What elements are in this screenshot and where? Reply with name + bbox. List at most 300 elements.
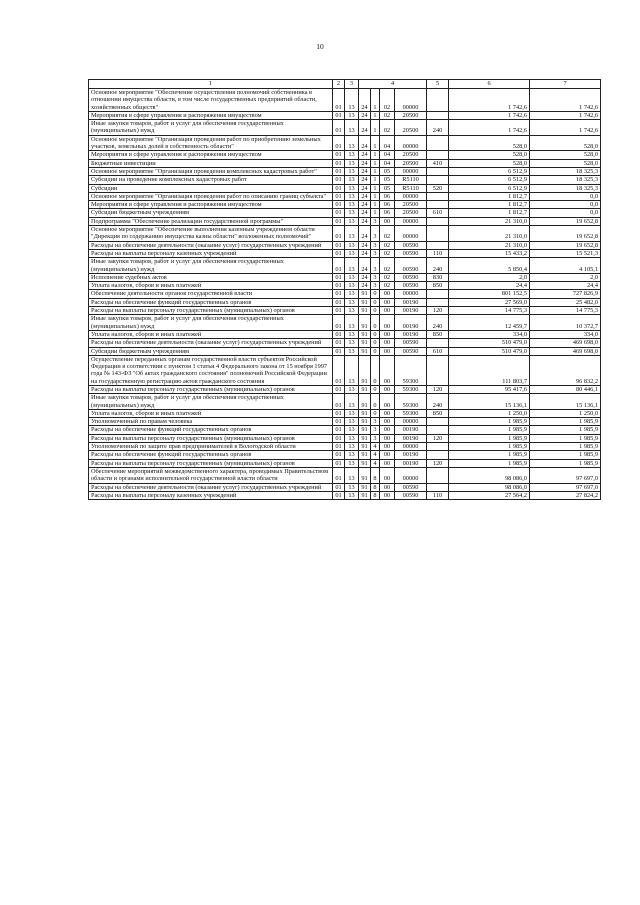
expense-type <box>427 339 449 347</box>
expense-type: 240 <box>427 258 449 274</box>
expense-type: 520 <box>427 184 449 192</box>
direction-code: 59300 <box>395 394 427 410</box>
subprogram-code: 0 <box>371 330 380 338</box>
event-code: 02 <box>380 89 395 112</box>
table-row <box>89 201 601 209</box>
table-row <box>89 282 601 290</box>
subsection-code: 13 <box>345 120 359 136</box>
expense-type: 830 <box>427 273 449 281</box>
table-row <box>89 467 601 483</box>
program-code: 24 <box>359 111 371 119</box>
subprogram-code: 0 <box>371 394 380 410</box>
row-name: Субсидии <box>89 184 333 192</box>
amount-year-1: 1 742,6 <box>449 89 530 112</box>
event-code: 00 <box>380 443 395 451</box>
section-code: 01 <box>333 290 345 298</box>
subprogram-code: 0 <box>371 298 380 306</box>
row-name: Субсидии на проведение комплексных кадастровых работ <box>89 176 333 184</box>
direction-code: 00190 <box>395 459 427 467</box>
row-name: Уплата налогов, сборов и иных платежей <box>89 330 333 338</box>
row-name: Расходы на обеспечение функций государственных органов <box>89 451 333 459</box>
program-code: 24 <box>359 282 371 290</box>
event-code: 06 <box>380 192 395 200</box>
direction-code: 00190 <box>395 330 427 338</box>
row-name: Обеспечение мероприятий межведомственного характера, проводимых Правительством области и органами исполнительной государственной власти области <box>89 467 333 483</box>
direction-code: 00000 <box>395 290 427 298</box>
event-code: 02 <box>380 282 395 290</box>
table-row <box>89 167 601 175</box>
row-name: Субсидии бюджетным учреждениям <box>89 209 333 217</box>
subsection-code: 13 <box>345 347 359 355</box>
subsection-code: 13 <box>345 273 359 281</box>
direction-code: 20500 <box>395 151 427 159</box>
direction-code: 00000 <box>395 418 427 426</box>
row-name: Исполнение судебных актов <box>89 273 333 281</box>
expense-type <box>427 167 449 175</box>
row-name: Расходы на выплаты персоналу государственных (муниципальных) органов <box>89 459 333 467</box>
event-code: 00 <box>380 434 395 442</box>
amount-year-2: 18 325,3 <box>530 184 601 192</box>
amount-year-1: 1 985,9 <box>449 451 530 459</box>
expense-type <box>427 298 449 306</box>
expense-type: 850 <box>427 330 449 338</box>
expense-type: 110 <box>427 249 449 257</box>
direction-code: 20500 <box>395 201 427 209</box>
table-row <box>89 290 601 298</box>
subsection-code: 13 <box>345 491 359 499</box>
amount-year-2: 1 742,6 <box>530 120 601 136</box>
subsection-code: 13 <box>345 483 359 491</box>
section-code: 01 <box>333 459 345 467</box>
event-code: 04 <box>380 151 395 159</box>
header-cell: 3 <box>345 80 359 89</box>
amount-year-1: 1 985,9 <box>449 418 530 426</box>
program-code: 91 <box>359 409 371 417</box>
section-code: 01 <box>333 209 345 217</box>
amount-year-2: 1 742,6 <box>530 111 601 119</box>
amount-year-1: 528,0 <box>449 151 530 159</box>
subprogram-code: 1 <box>371 151 380 159</box>
section-code: 01 <box>333 226 345 242</box>
section-code: 01 <box>333 241 345 249</box>
amount-year-2: 15 521,3 <box>530 249 601 257</box>
expense-type: 120 <box>427 459 449 467</box>
event-code: 00 <box>380 315 395 331</box>
section-code: 01 <box>333 355 345 385</box>
expense-type: 240 <box>427 120 449 136</box>
section-code: 01 <box>333 434 345 442</box>
event-code: 00 <box>380 385 395 393</box>
section-code: 01 <box>333 451 345 459</box>
program-code: 91 <box>359 298 371 306</box>
event-code: 04 <box>380 135 395 151</box>
section-code: 01 <box>333 418 345 426</box>
program-code: 24 <box>359 159 371 167</box>
table-row <box>89 409 601 417</box>
row-name: Основное мероприятие "Организация проведения работ по приобретению земельных участков, земельных долей в собственность области" <box>89 135 333 151</box>
program-code: 91 <box>359 330 371 338</box>
expense-type: 610 <box>427 347 449 355</box>
section-code: 01 <box>333 315 345 331</box>
subsection-code: 13 <box>345 135 359 151</box>
row-name: Подпрограмма "Обеспечение реализации государственной программы" <box>89 217 333 225</box>
program-code: 24 <box>359 167 371 175</box>
section-code: 01 <box>333 201 345 209</box>
section-code: 01 <box>333 273 345 281</box>
amount-year-1: 1 985,9 <box>449 434 530 442</box>
direction-code: 00590 <box>395 491 427 499</box>
row-name: Иные закупки товаров, работ и услуг для обеспечения государственных (муниципальных) нужд <box>89 120 333 136</box>
subsection-code: 13 <box>345 385 359 393</box>
event-code: 00 <box>380 409 395 417</box>
subprogram-code: 1 <box>371 209 380 217</box>
program-code: 24 <box>359 217 371 225</box>
subsection-code: 13 <box>345 394 359 410</box>
amount-year-2: 1 985,9 <box>530 434 601 442</box>
expense-type <box>427 89 449 112</box>
subprogram-code: 8 <box>371 491 380 499</box>
page-number: 10 <box>316 42 324 51</box>
subprogram-code: 4 <box>371 459 380 467</box>
row-name: Осуществление переданных органам государственной власти субъектов Российской Федерации в соответствии с пунктом 1 статьи 4 Федерального закона от 15 ноября 1997 года № 143-ФЗ "Об актах гражданского состояния" полномочий Российской Федерации на государственную регистрацию актов гражданского состояния <box>89 355 333 385</box>
subprogram-code: 8 <box>371 467 380 483</box>
subprogram-code: 4 <box>371 451 380 459</box>
table-row <box>89 226 601 242</box>
amount-year-2: 19 652,8 <box>530 241 601 249</box>
row-name: Бюджетные инвестиции <box>89 159 333 167</box>
subprogram-code: 0 <box>371 307 380 315</box>
amount-year-1: 111 803,7 <box>449 355 530 385</box>
direction-code: 59300 <box>395 409 427 417</box>
row-name: Уплата налогов, сборов и иных платежей <box>89 282 333 290</box>
amount-year-1: 1 985,9 <box>449 426 530 434</box>
amount-year-2: 27 824,2 <box>530 491 601 499</box>
program-code: 91 <box>359 483 371 491</box>
section-code: 01 <box>333 120 345 136</box>
amount-year-1: 15 136,1 <box>449 394 530 410</box>
expense-type: 110 <box>427 491 449 499</box>
row-name: Основное мероприятие "Обеспечение выполнения казенным учреждением области "Дирекция по содержанию имущества казны области" возложенных полномочий" <box>89 226 333 242</box>
amount-year-2: 0,0 <box>530 209 601 217</box>
section-code: 01 <box>333 135 345 151</box>
amount-year-2: 469 698,0 <box>530 347 601 355</box>
amount-year-1: 14 775,3 <box>449 307 530 315</box>
section-code: 01 <box>333 282 345 290</box>
direction-code: 00000 <box>395 167 427 175</box>
subprogram-code: 0 <box>371 347 380 355</box>
row-name: Иные закупки товаров, работ и услуг для обеспечения государственных (муниципальных) нужд <box>89 315 333 331</box>
amount-year-2: 1 985,9 <box>530 451 601 459</box>
program-code: 91 <box>359 307 371 315</box>
expense-type <box>427 111 449 119</box>
expense-type <box>427 241 449 249</box>
subsection-code: 13 <box>345 192 359 200</box>
event-code: 02 <box>380 249 395 257</box>
expense-type <box>427 355 449 385</box>
direction-code: 00590 <box>395 273 427 281</box>
direction-code: 00190 <box>395 434 427 442</box>
subprogram-code: 3 <box>371 426 380 434</box>
program-code: 24 <box>359 135 371 151</box>
expense-type <box>427 467 449 483</box>
subsection-code: 13 <box>345 467 359 483</box>
program-code: 24 <box>359 120 371 136</box>
table-row <box>89 426 601 434</box>
expense-type: 610 <box>427 209 449 217</box>
direction-code: 00590 <box>395 483 427 491</box>
direction-code: 20500 <box>395 111 427 119</box>
budget-table <box>88 79 601 500</box>
table-row <box>89 192 601 200</box>
table-row <box>89 443 601 451</box>
program-code: 91 <box>359 290 371 298</box>
direction-code: 59300 <box>395 385 427 393</box>
program-code: 24 <box>359 89 371 112</box>
amount-year-1: 1 812,7 <box>449 209 530 217</box>
subsection-code: 13 <box>345 167 359 175</box>
table-row <box>89 347 601 355</box>
amount-year-1: 1 812,7 <box>449 201 530 209</box>
section-code: 01 <box>333 483 345 491</box>
event-code: 04 <box>380 159 395 167</box>
event-code: 02 <box>380 111 395 119</box>
amount-year-1: 528,0 <box>449 135 530 151</box>
section-code: 01 <box>333 89 345 112</box>
amount-year-1: 21 310,0 <box>449 217 530 225</box>
event-code: 00 <box>380 330 395 338</box>
direction-code: R5110 <box>395 184 427 192</box>
row-name: Субсидии бюджетным учреждениям <box>89 347 333 355</box>
table-row <box>89 330 601 338</box>
table-row <box>89 89 601 112</box>
table-row <box>89 209 601 217</box>
table-row <box>89 298 601 306</box>
header-cell: 4 <box>359 80 427 89</box>
event-code: 00 <box>380 307 395 315</box>
program-code: 91 <box>359 451 371 459</box>
event-code: 00 <box>380 491 395 499</box>
header-cell: 2 <box>333 80 345 89</box>
section-code: 01 <box>333 298 345 306</box>
direction-code: 00590 <box>395 249 427 257</box>
event-code: 05 <box>380 176 395 184</box>
amount-year-2: 14 775,3 <box>530 307 601 315</box>
table-row <box>89 176 601 184</box>
event-code: 02 <box>380 120 395 136</box>
subprogram-code: 3 <box>371 241 380 249</box>
expense-type <box>427 451 449 459</box>
row-name: Расходы на обеспечение деятельности (оказание услуг) государственных учреждений <box>89 339 333 347</box>
row-name: Расходы на обеспечение деятельности (оказание услуг) государственных учреждений <box>89 483 333 491</box>
section-code: 01 <box>333 491 345 499</box>
event-code: 06 <box>380 201 395 209</box>
row-name: Обеспечение деятельности органов государственной власти <box>89 290 333 298</box>
subsection-code: 13 <box>345 330 359 338</box>
program-code: 91 <box>359 459 371 467</box>
subprogram-code: 3 <box>371 273 380 281</box>
direction-code: 20500 <box>395 159 427 167</box>
row-name: Основное мероприятие "Организация проведения работ по описанию границ субъекта" <box>89 192 333 200</box>
subsection-code: 13 <box>345 201 359 209</box>
program-code: 24 <box>359 201 371 209</box>
subprogram-code: 3 <box>371 249 380 257</box>
subsection-code: 13 <box>345 409 359 417</box>
header-cell: 5 <box>427 80 449 89</box>
expense-type <box>427 418 449 426</box>
expense-type <box>427 217 449 225</box>
amount-year-2: 18 325,3 <box>530 167 601 175</box>
amount-year-1: 24,4 <box>449 282 530 290</box>
section-code: 01 <box>333 159 345 167</box>
amount-year-2: 97 697,0 <box>530 483 601 491</box>
amount-year-2: 4 105,1 <box>530 258 601 274</box>
subsection-code: 13 <box>345 290 359 298</box>
direction-code: 00190 <box>395 315 427 331</box>
amount-year-1: 6 512,9 <box>449 184 530 192</box>
row-name: Основное мероприятие "Организация проведения комплексных кадастровых работ" <box>89 167 333 175</box>
subsection-code: 13 <box>345 111 359 119</box>
section-code: 01 <box>333 151 345 159</box>
header-cell: 7 <box>530 80 601 89</box>
row-name: Иные закупки товаров, работ и услуг для обеспечения государственных (муниципальных) нужд <box>89 258 333 274</box>
subsection-code: 13 <box>345 258 359 274</box>
event-code: 02 <box>380 226 395 242</box>
row-name: Расходы на обеспечение функций государственных органов <box>89 426 333 434</box>
amount-year-2: 1 250,0 <box>530 409 601 417</box>
table-row <box>89 483 601 491</box>
expense-type <box>427 135 449 151</box>
section-code: 01 <box>333 167 345 175</box>
subsection-code: 13 <box>345 217 359 225</box>
event-code: 00 <box>380 217 395 225</box>
table-row <box>89 159 601 167</box>
subprogram-code: 1 <box>371 111 380 119</box>
subprogram-code: 1 <box>371 184 380 192</box>
event-code: 02 <box>380 273 395 281</box>
expense-type: 410 <box>427 159 449 167</box>
subprogram-code: 0 <box>371 315 380 331</box>
section-code: 01 <box>333 192 345 200</box>
direction-code: 00190 <box>395 426 427 434</box>
table-row <box>89 385 601 393</box>
section-code: 01 <box>333 347 345 355</box>
subprogram-code: 3 <box>371 217 380 225</box>
subprogram-code: 1 <box>371 167 380 175</box>
table-row <box>89 451 601 459</box>
table-row <box>89 249 601 257</box>
expense-type <box>427 290 449 298</box>
program-code: 91 <box>359 467 371 483</box>
table-row <box>89 355 601 385</box>
amount-year-2: 727 826,9 <box>530 290 601 298</box>
subprogram-code: 1 <box>371 201 380 209</box>
program-code: 24 <box>359 192 371 200</box>
amount-year-2: 96 832,2 <box>530 355 601 385</box>
amount-year-1: 1 742,6 <box>449 120 530 136</box>
row-name: Расходы на выплаты персоналу казенных учреждений <box>89 249 333 257</box>
amount-year-2: 25 482,0 <box>530 298 601 306</box>
section-code: 01 <box>333 385 345 393</box>
subsection-code: 13 <box>345 241 359 249</box>
subsection-code: 13 <box>345 307 359 315</box>
program-code: 24 <box>359 176 371 184</box>
expense-type <box>427 226 449 242</box>
program-code: 24 <box>359 273 371 281</box>
table-row <box>89 315 601 331</box>
amount-year-1: 2,0 <box>449 273 530 281</box>
subsection-code: 13 <box>345 184 359 192</box>
amount-year-2: 528,0 <box>530 159 601 167</box>
program-code: 24 <box>359 241 371 249</box>
expense-type <box>427 443 449 451</box>
amount-year-2: 1 985,9 <box>530 426 601 434</box>
event-code: 00 <box>380 426 395 434</box>
amount-year-1: 6 512,9 <box>449 176 530 184</box>
event-code: 06 <box>380 209 395 217</box>
subsection-code: 13 <box>345 418 359 426</box>
table-row <box>89 459 601 467</box>
event-code: 05 <box>380 167 395 175</box>
header-row <box>89 80 601 89</box>
direction-code: 00000 <box>395 217 427 225</box>
table-row <box>89 120 601 136</box>
amount-year-2: 97 697,0 <box>530 467 601 483</box>
direction-code: 00000 <box>395 135 427 151</box>
amount-year-1: 5 850,4 <box>449 258 530 274</box>
direction-code: 00000 <box>395 226 427 242</box>
program-code: 91 <box>359 385 371 393</box>
event-code: 00 <box>380 483 395 491</box>
section-code: 01 <box>333 111 345 119</box>
subsection-code: 13 <box>345 459 359 467</box>
amount-year-1: 15 433,2 <box>449 249 530 257</box>
direction-code: 20500 <box>395 120 427 136</box>
program-code: 91 <box>359 315 371 331</box>
event-code: 00 <box>380 459 395 467</box>
direction-code: R5110 <box>395 176 427 184</box>
row-name: Расходы на выплаты персоналу государственных (муниципальных) органов <box>89 434 333 442</box>
expense-type <box>427 176 449 184</box>
table-body <box>89 89 601 500</box>
amount-year-1: 334,0 <box>449 330 530 338</box>
subprogram-code: 1 <box>371 176 380 184</box>
amount-year-1: 98 086,0 <box>449 483 530 491</box>
subsection-code: 13 <box>345 339 359 347</box>
subprogram-code: 1 <box>371 135 380 151</box>
section-code: 01 <box>333 443 345 451</box>
header-cell: 6 <box>449 80 530 89</box>
row-name: Расходы на выплаты персоналу государственных (муниципальных) органов <box>89 385 333 393</box>
section-code: 01 <box>333 330 345 338</box>
expense-type: 240 <box>427 394 449 410</box>
amount-year-2: 18 325,3 <box>530 176 601 184</box>
amount-year-1: 1 985,9 <box>449 443 530 451</box>
table-row <box>89 258 601 274</box>
subsection-code: 13 <box>345 315 359 331</box>
event-code: 00 <box>380 339 395 347</box>
subprogram-code: 0 <box>371 290 380 298</box>
amount-year-2: 528,0 <box>530 135 601 151</box>
amount-year-2: 469 698,0 <box>530 339 601 347</box>
direction-code: 00000 <box>395 89 427 112</box>
table-row <box>89 184 601 192</box>
amount-year-2: 528,0 <box>530 151 601 159</box>
amount-year-2: 19 652,8 <box>530 226 601 242</box>
program-code: 91 <box>359 418 371 426</box>
subprogram-code: 1 <box>371 120 380 136</box>
amount-year-2: 0,0 <box>530 201 601 209</box>
direction-code: 00590 <box>395 282 427 290</box>
